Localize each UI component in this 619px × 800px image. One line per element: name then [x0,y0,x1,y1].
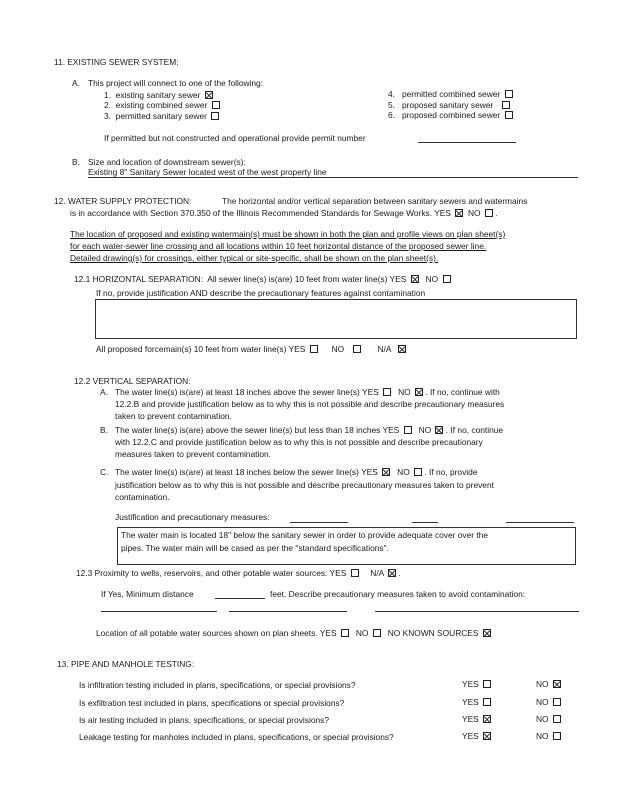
vertical-a-tail: . If no, continue with [425,387,500,397]
testing-yes-4 [462,732,491,740]
vertical-b-text: The water line(s) is(are) above the sewer line(s) but less than 18 inches YES [115,425,400,435]
na-label: N/A [377,344,392,354]
option-number: 1. [104,90,111,100]
option-number: 3. [104,111,111,121]
precaution-line-3[interactable] [375,611,579,612]
minimum-distance-field[interactable] [215,598,265,599]
vertical-b-line2: with 12.2.C and provide justification below as to why this is not possible and describe precautionary [115,437,483,447]
air-testing-no-checkbox[interactable] [553,715,561,723]
vertical-b-tail: . If no, continue [445,425,504,435]
testing-question-2: Is exfiltration test included in plans, specifications or special provisions? [79,698,345,708]
sewer-option-3 [104,112,219,120]
item-a-text: This project will connect to one of the following: [88,78,264,88]
forcemain-yes-checkbox[interactable] [310,345,318,353]
vertical-c-line3: contamination. [115,492,170,502]
no-label: NO [536,679,549,689]
precaution-label: feet. Describe precautionary measures taken to avoid contamination: [270,589,526,599]
section-12-heading: 12. WATER SUPPLY PROTECTION: [54,196,192,206]
justification-text-line2: pipes. The water main will be cased as per the "standard specifications". [121,543,389,553]
no-known-sources-checkbox[interactable] [483,629,491,637]
manhole-leakage-no-checkbox[interactable] [553,732,561,740]
vertical-a-yes-checkbox[interactable] [383,388,391,396]
section-12-intro-line1: The horizontal and/or vertical separation between sanitary sewers and watermains [222,196,528,206]
item-b-text: Size and location of downstream sewer(s): [88,157,246,167]
justification-blank-1 [290,522,348,523]
forcemain-na-checkbox[interactable] [398,345,406,353]
horizontal-separation-label: 12.1 HORIZONTAL SEPARATION: [74,274,204,284]
permitted-combined-sewer-checkbox[interactable] [505,90,513,98]
no-known-sources-label: NO KNOWN SOURCES [387,628,479,638]
sewer-option-1 [104,91,213,99]
infiltration-no-checkbox[interactable] [553,680,561,688]
potable-yes-checkbox[interactable] [341,629,349,637]
vertical-a-label: A. [100,387,108,397]
permitted-sanitary-sewer-checkbox[interactable] [211,112,219,120]
testing-no-2 [536,698,561,706]
option-label: permitted sanitary sewer [115,111,207,121]
vertical-separation-label: 12.2 VERTICAL SEPARATION: [74,376,191,386]
proposed-sanitary-sewer-checkbox[interactable] [502,101,510,109]
vertical-c-tail: . If no, provide [424,467,478,477]
manhole-leakage-yes-checkbox[interactable] [483,732,491,740]
horizontal-separation-row [74,275,451,283]
precaution-line-1[interactable] [101,611,217,612]
permit-number-label: If permitted but not constructed and operational provide permit number [104,133,366,143]
vertical-c-text: The water line(s) is(are) at least 18 inches below the sewer line(s) YES [115,467,378,477]
precaution-line-2[interactable] [229,611,347,612]
intro-text: is in accordance with Section 370.350 of the Illinois Recommended Standards for Sewage Works. YES [70,208,451,218]
horizontal-no-checkbox[interactable] [443,275,451,283]
section-13-heading: 13. PIPE AND MANHOLE TESTING: [57,659,195,669]
minimum-distance-label: If Yes, Minimum distance [101,589,194,599]
exfiltration-no-checkbox[interactable] [553,698,561,706]
proximity-text: 12.3 Proximity to wells, reservoirs, and other potable water sources: YES [76,568,347,578]
no-label: NO [536,714,549,724]
testing-no-1 [536,680,561,688]
testing-no-3 [536,715,561,723]
justification-blank-2 [412,522,438,523]
justification-blank-3 [506,522,574,523]
vertical-a-text: The water line(s) is(are) at least 18 inches above the sewer line(s) YES [115,387,379,397]
no-label: NO [425,274,439,284]
watermain-location-note-2: for each water-sewer line crossing and all locations within 10 feet horizontal distance of the proposed sewer line. [70,241,487,251]
item-b-label: B. [72,157,80,167]
proposed-combined-sewer-checkbox[interactable] [505,111,513,119]
downstream-sewer-value[interactable]: Existing 8" Sanitary Sewer located west of the west property line [88,167,327,177]
testing-question-4: Leakage testing for manholes included in plans, specifications, or special provisions? [79,732,394,742]
sewer-option-6 [388,111,513,119]
option-number: 5. [388,100,395,110]
yes-label: YES [462,714,479,724]
horizontal-justification-box[interactable] [95,299,577,339]
section-12-intro-line2: is in accordance with Section 370.350 of the Illinois Recommended Standards for Sewage Works. YES NO . [70,208,498,218]
no-label: NO [331,344,345,354]
vertical-c-line2: justification below as to why this is not possible and describe precautionary measures taken to prevent [115,480,494,490]
vertical-a-line2: 12.2.B and provide justification below as to why this is not possible and describe precautionary measures [115,399,505,409]
potable-location-row [96,629,491,637]
vertical-b-yes-checkbox[interactable] [404,426,412,434]
horizontal-justification-label: If no, provide justification AND describe the precautionary features against contamination [96,288,426,298]
air-testing-yes-checkbox[interactable] [483,715,491,723]
option-label: proposed combined sewer [401,110,501,120]
potable-location-text: Location of all potable water sources shown on plan sheets. YES [96,628,337,638]
proximity-na-checkbox[interactable] [388,569,396,577]
testing-yes-1 [462,680,491,688]
proximity-yes-checkbox[interactable] [351,569,359,577]
exfiltration-yes-checkbox[interactable] [483,698,491,706]
yes-label: YES [462,731,479,741]
section-11-heading: 11. EXISTING SEWER SYSTEM: [54,57,179,67]
vertical-a-line1 [115,388,500,396]
sewer-option-5 [388,101,510,109]
existing-sanitary-sewer-checkbox[interactable] [205,91,213,99]
sewer-option-2 [104,101,220,109]
vertical-a-no-checkbox[interactable] [415,388,423,396]
option-number: 2. [104,100,111,110]
option-label: existing sanitary sewer [115,90,201,100]
no-label: NO [355,628,369,638]
proximity-row: 12.3 Proximity to wells, reservoirs, and other potable water sources: YES N/A . [76,568,401,578]
horizontal-separation-text: All sewer line(s) is(are) 10 feet from water line(s) YES [207,274,407,284]
downstream-sewer-line [88,177,578,178]
vertical-c-yes-checkbox[interactable] [382,468,390,476]
vertical-b-no-checkbox[interactable] [435,426,443,434]
permit-number-field[interactable] [418,142,516,143]
forcemain-row [96,345,406,353]
option-label: permitted combined sewer [401,89,501,99]
vertical-b-line1 [115,426,503,434]
vertical-c-label: C. [100,467,109,477]
no-label: NO [467,208,481,218]
justification-text-line1: The water main is located 18" below the sanitary sewer in order to provide adequate cover over the [121,530,489,540]
no-label: NO [536,697,549,707]
no-label: NO [397,467,410,477]
yes-label: YES [462,679,479,689]
existing-combined-sewer-checkbox[interactable] [212,101,220,109]
option-number: 6. [388,110,395,120]
na-label: N/A [370,568,384,578]
watermain-location-note-1: The location of proposed and existing watermain(s) must be shown in both the plan and profile views on plan sheet(s) [70,229,506,239]
watermain-location-note-3: Detailed drawing(s) for crossings, either typical or site-specific, shall be shown on the plan sheet(s). [70,253,439,263]
item-a-label: A. [72,78,80,88]
horizontal-yes-checkbox[interactable] [411,275,419,283]
vertical-a-line3: taken to prevent contamination. [115,411,232,421]
standards-no-checkbox[interactable] [485,209,493,217]
vertical-c-line1 [115,468,477,476]
option-label: proposed sanitary sewer [401,100,494,110]
vertical-c-no-checkbox[interactable] [414,468,422,476]
no-label: NO [536,731,549,741]
standards-yes-checkbox[interactable] [455,209,463,217]
yes-label: YES [462,697,479,707]
forcemain-text: All proposed forcemain(s) 10 feet from water line(s) YES [96,344,306,354]
option-label: existing combined sewer [115,100,208,110]
infiltration-yes-checkbox[interactable] [483,680,491,688]
testing-yes-2 [462,698,491,706]
no-label: NO [398,387,411,397]
vertical-b-label: B. [100,425,108,435]
vertical-b-line3: measures taken to prevent contamination. [115,449,271,459]
option-number: 4. [388,89,395,99]
sewer-option-4 [388,90,513,98]
no-label: NO [418,425,432,435]
testing-question-1: Is infiltration testing included in plans, specifications, or special provisions? [79,680,356,690]
testing-question-3: Is air testing included in plans, specifications, or special provisions? [79,715,329,725]
justification-label: Justification and precautionary measures: [115,512,270,522]
testing-no-4 [536,732,561,740]
forcemain-no-checkbox[interactable] [353,345,361,353]
testing-yes-3 [462,715,491,723]
potable-no-checkbox[interactable] [373,629,381,637]
